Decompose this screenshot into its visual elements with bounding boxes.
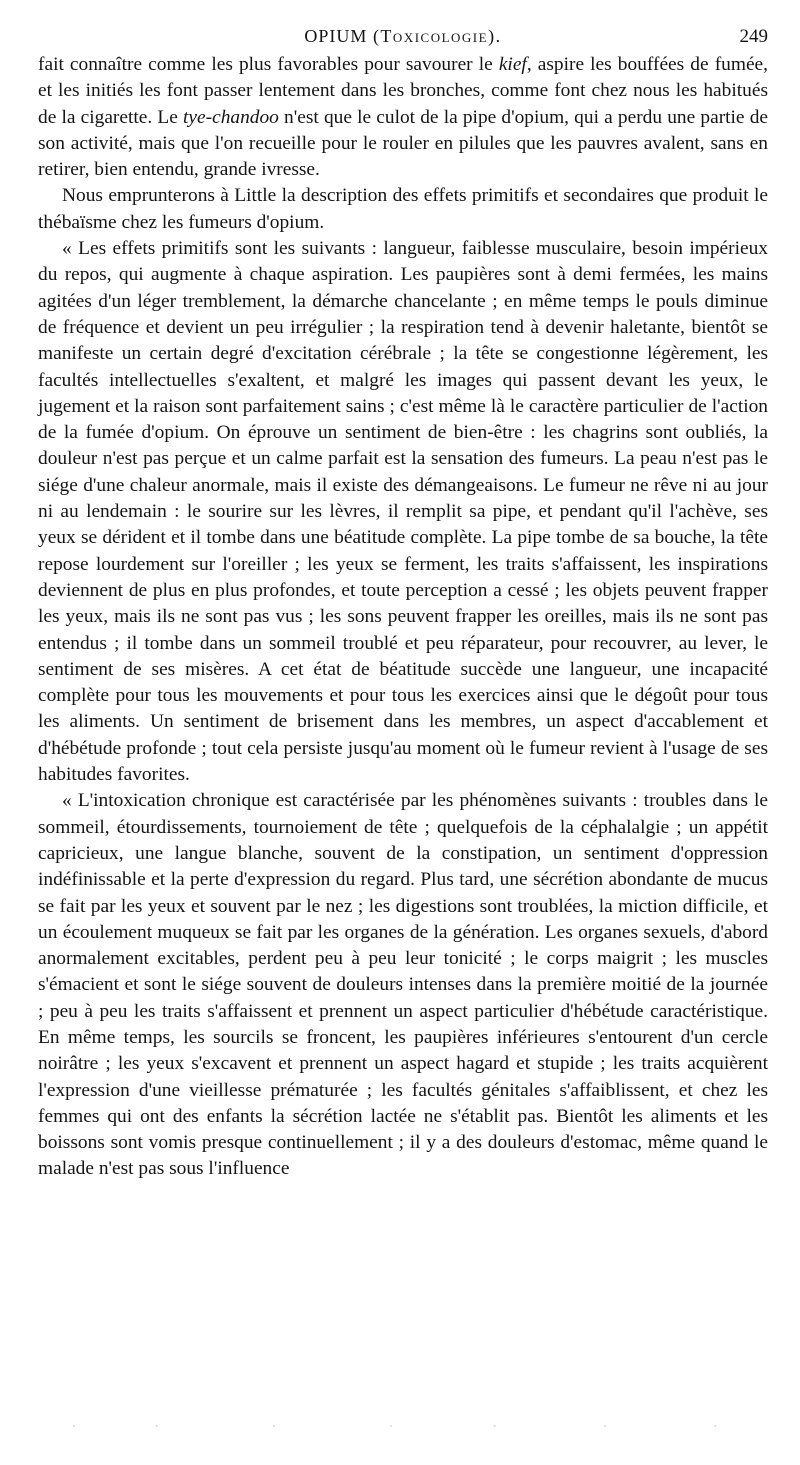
book-page (38, 22, 768, 1183)
paragraph-p4 (38, 788, 768, 1182)
running-title-sub: (Toxicologie). (372, 26, 502, 46)
italic-term: kief (498, 54, 527, 75)
running-head (38, 22, 768, 52)
running-title-main: OPIUM (304, 26, 368, 46)
text-run: fait connaître comme les plus favorables pour savourer le (38, 54, 499, 75)
text-run: « L'intoxication chronique est caractérisée par les phénomènes suivants : troubles dans le sommeil, étourdissements, tournoiement de tête ; quelquefois de la céphalalgie ; un appétit capricieux, une langue blanche, souvent de la constipation, un sentiment d'oppression indéfinissable et la perte d'expression du regard. Plus tard, une sécrétion abondante de mucus se fait par les yeux et souvent par le nez ; les digestions sont troublées, la miction difficile, et un écoulement muqueux se fait par les organes de la génération. Les organes sexuels, d'abord anormalement excitables, perdent peu à peu leur tonicité ; le corps maigrit ; les muscles s'émacient et sont le siége souvent de douleurs intenses dans la première moitié de la journée ; peu à peu les traits s'affaissent et prennent un aspect particulier d'hébétude caractéristique. En même temps, les sourcils se froncent, les paupières inférieures s'entourent d'un cercle noirâtre ; les yeux s'excavent et prennent un aspect hagard et stupide ; les traits acquièrent l'expression d'une vieillesse prématurée ; les facultés génitales s'affaiblissent, et chez les femmes qui ont des enfants la sécrétion lactée ne s'établit pas. Bientôt les aliments et les boissons sont vomis presque continuellement ; il y a des douleurs d'estomac, même quand le malade n'est pas sous l'influence (38, 790, 768, 1180)
text-run: « Les effets primitifs sont les suivants : langueur, faiblesse musculaire, besoin impérieux du repos, qui augmente à chaque aspiration. Les paupières sont à demi fermées, les mains agitées d'un léger tremblement, la démarche chancelante ; en même temps le pouls diminue de fréquence et devient un peu irrégulier ; la respiration tend à devenir haletante, bientôt se manifeste un certain degré d'excitation cérébrale ; la tête se congestionne légèrement, les facultés intellectuelles s'exaltent, et malgré les images qui passent devant les yeux, le jugement et la raison sont parfaitement sains ; c'est même là le caractère particulier de l'action de la fumée d'opium. On éprouve un sentiment de bien-être : les chagrins sont oubliés, la douleur n'est pas perçue et un calme parfait est la sensation des fumeurs. La peau n'est pas le siége d'une chaleur anormale, mais il existe des démangeaisons. Le fumeur ne rêve ni au jour ni au lendemain : le sourire sur les lèvres, il remplit sa pipe, et pendant qu'il l'achève, ses yeux se dérident et il tombe dans une béatitude complète. La pipe tombe de sa bouche, la tête repose lourdement sur l'oreiller ; les yeux se ferment, les traits s'affaissent, les inspirations deviennent de plus en plus profondes, et toute perception a cessé ; les objets peuvent frapper les yeux, mais ils ne sont pas vus ; les sons peuvent frapper les oreilles, mais ils ne sont pas entendus ; il tombe dans un sommeil troublé et peu réparateur, pour recouvrer, au lever, le sentiment de ses misères. A cet état de béatitude succède une langueur, une incapacité complète pour tous les mouvements et pour tous les exercices ainsi que le dégoût pour tous les aliments. Un sentiment de brisement dans les membres, un aspect d'accablement et d'hébétude profonde ; tout cela persiste jusqu'au moment où le fumeur revient à l'usage de ses habitudes favorites. (38, 238, 768, 786)
scan-noise (60, 1420, 750, 1432)
italic-term: tye-chandoo (183, 106, 279, 128)
running-title (38, 26, 768, 47)
text-run: , aspire les bouffées de fumée, et les initiés les font passer lentement dans les bronches, comme font chez nous les habitués de la cigarette. Le (38, 54, 768, 128)
paragraph-p2 (38, 183, 768, 236)
paragraph-p3 (38, 236, 768, 788)
text-run: Nous emprunterons à Little la description des effets primitifs et secondaires que produit le thébaïsme chez les fumeurs d'opium. (38, 185, 768, 233)
text-run: n'est que le culot de la pipe d'opium, qui a perdu une partie de son activité, mais que l'on recueille pour le rouler en pilules que les pauvres avalent, sans en retirer, bien entendu, grande ivresse. (38, 106, 769, 181)
paragraph-p1 (38, 52, 768, 183)
page-number: 249 (739, 26, 768, 47)
body-text (38, 52, 768, 1183)
